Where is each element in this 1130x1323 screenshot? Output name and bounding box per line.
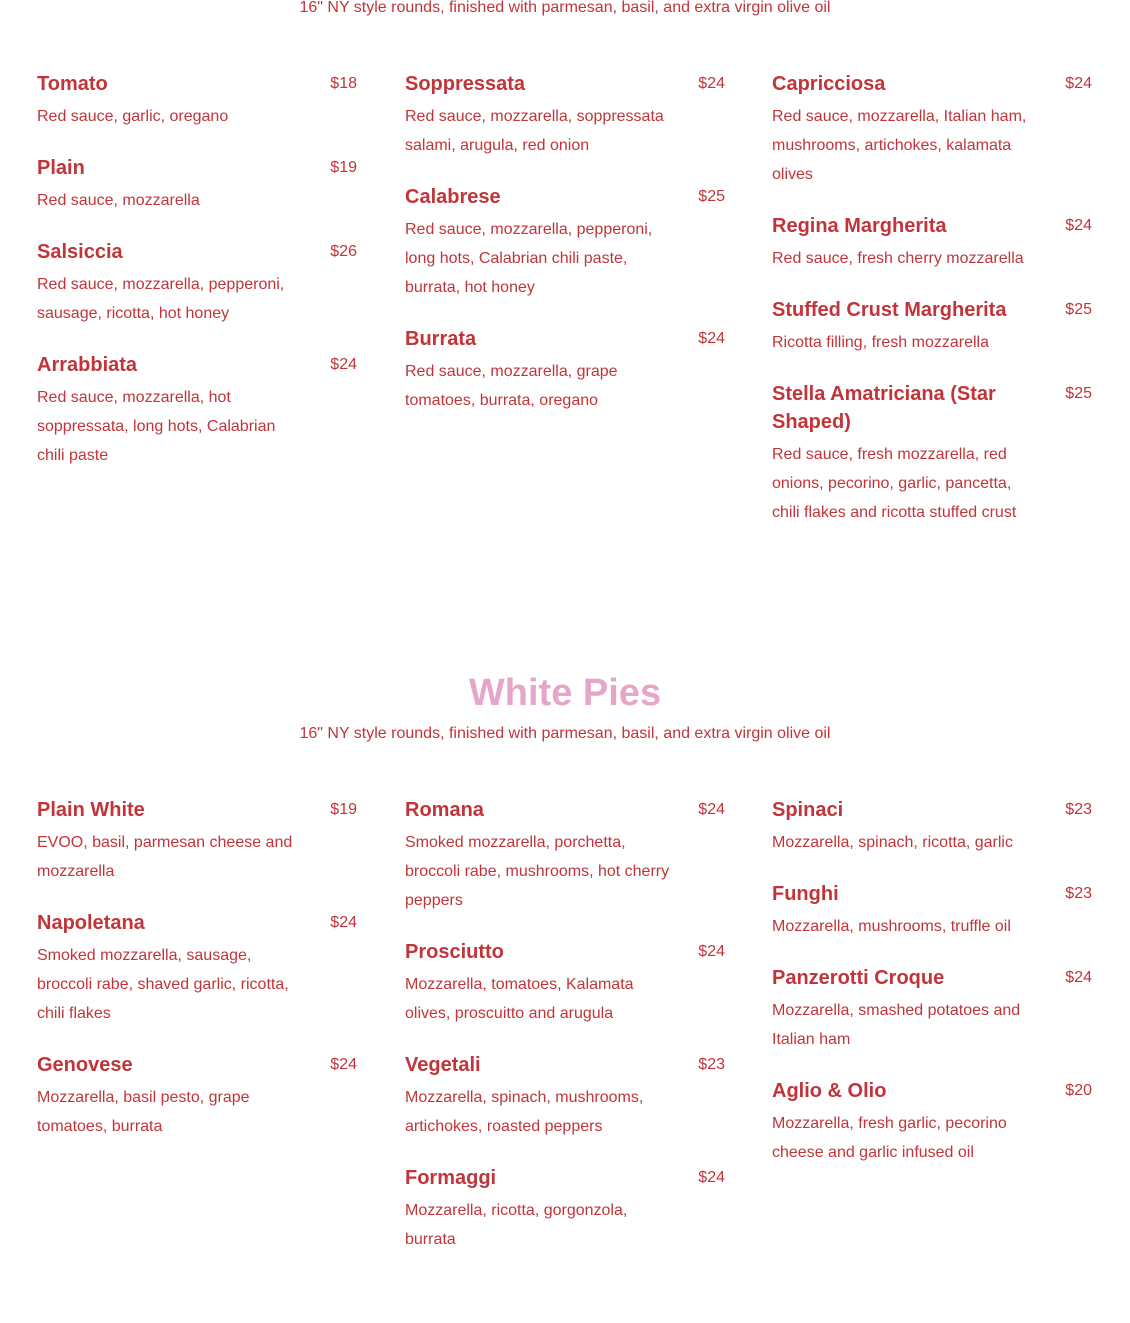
menu-item (772, 880, 1092, 941)
menu-item (37, 238, 357, 328)
menu-item-header (772, 964, 1092, 992)
menu-item-header (405, 938, 725, 966)
menu-item-description: Red sauce, fresh cherry mozzarella (772, 250, 1024, 267)
menu-item (405, 325, 725, 415)
menu-item-header (772, 1077, 1092, 1105)
menu-item-name: Tomato (37, 73, 108, 95)
menu-item-price: $24 (1065, 75, 1092, 92)
white-pies-column-2 (405, 796, 725, 1254)
menu-item-price: $24 (1065, 217, 1092, 234)
menu-item (405, 1164, 725, 1254)
menu-item-name: Arrabbiata (37, 354, 138, 376)
menu-item-name: Vegetali (405, 1054, 481, 1076)
menu-item-header (772, 380, 1092, 436)
menu-item-price: $24 (698, 75, 725, 92)
menu-item-description: Red sauce, mozzarella, Italian ham, mushrooms, artichokes, kalamata olives (772, 108, 1027, 183)
menu-item-description: Red sauce, mozzarella, pepperoni, long hots, Calabrian chili paste, burrata, hot honey (405, 221, 653, 296)
menu-item-header (405, 183, 725, 211)
menu-item-price: $25 (1065, 301, 1092, 318)
menu-item (405, 1051, 725, 1141)
menu-item-name: Prosciutto (405, 941, 504, 963)
menu-item (405, 938, 725, 1028)
menu-item-name: Regina Margherita (772, 215, 947, 237)
menu-item (37, 909, 357, 1028)
menu-item-description: Mozzarella, spinach, mushrooms, artichokes, roasted peppers (405, 1089, 644, 1135)
red-pies-column-3 (772, 70, 1092, 527)
menu-item-price: $24 (698, 1169, 725, 1186)
menu-item-header (37, 154, 357, 182)
menu-item-price: $23 (698, 1056, 725, 1073)
white-pies-subtitle: 16" NY style rounds, finished with parmesan, basil, and extra virgin olive oil (299, 725, 831, 742)
menu-item (405, 70, 725, 160)
menu-item (772, 212, 1092, 273)
menu-item-description: Mozzarella, ricotta, gorgonzola, burrata (405, 1202, 628, 1248)
menu-item-header (37, 796, 357, 824)
menu-item-price: $24 (698, 330, 725, 347)
menu-item-name: Genovese (37, 1054, 133, 1076)
menu-item-header (37, 238, 357, 266)
menu-item-description: Mozzarella, basil pesto, grape tomatoes, burrata (37, 1089, 250, 1135)
menu-item-header (772, 880, 1092, 908)
menu-item-description: Mozzarella, mushrooms, truffle oil (772, 918, 1011, 935)
menu-item-name: Stuffed Crust Margherita (772, 299, 1007, 321)
menu-item (405, 183, 725, 302)
menu-item (772, 964, 1092, 1054)
menu-item-header (37, 351, 357, 379)
menu-item-name: Romana (405, 799, 484, 821)
menu-item-price: $24 (698, 943, 725, 960)
menu-item-name: Spinaci (772, 799, 844, 821)
menu-item (772, 1077, 1092, 1167)
menu-item-name: Panzerotti Croque (772, 967, 945, 989)
menu-item-name: Plain (37, 157, 85, 179)
menu-item-price: $19 (330, 801, 357, 818)
menu-item-name: Aglio & Olio (772, 1080, 887, 1102)
menu-item-price: $24 (330, 914, 357, 931)
menu-item (405, 796, 725, 915)
menu-item-header (37, 1051, 357, 1079)
menu-item-header (405, 325, 725, 353)
menu-item-header (37, 70, 357, 98)
menu-item-price: $24 (1065, 969, 1092, 986)
menu-item (37, 154, 357, 215)
menu-item (37, 796, 357, 886)
menu-item-price: $19 (330, 159, 357, 176)
menu-item-header (405, 796, 725, 824)
menu-item-header (37, 909, 357, 937)
menu-item-description: EVOO, basil, parmesan cheese and mozzarella (37, 834, 293, 880)
menu-item-description: Red sauce, mozzarella (37, 192, 200, 209)
menu-item-header (772, 70, 1092, 98)
menu-item-price: $23 (1065, 801, 1092, 818)
menu-item-description: Smoked mozzarella, sausage, broccoli rabe, shaved garlic, ricotta, chili flakes (37, 947, 289, 1022)
menu-item-header (772, 296, 1092, 324)
menu-item-name: Calabrese (405, 186, 501, 208)
menu-item-price: $24 (698, 801, 725, 818)
menu-item-header (772, 796, 1092, 824)
menu-item-price: $25 (1065, 385, 1092, 402)
menu-item-price: $20 (1065, 1082, 1092, 1099)
menu-item-price: $25 (698, 188, 725, 205)
menu-item-description: Red sauce, mozzarella, hot soppressata, long hots, Calabrian chili paste (37, 389, 276, 464)
menu-item (772, 380, 1092, 527)
menu-item-name: Burrata (405, 328, 477, 350)
menu-item-description: Red sauce, fresh mozzarella, red onions, pecorino, garlic, pancetta, chili flakes and ricotta stuffed crust (772, 446, 1017, 521)
menu-item (772, 70, 1092, 189)
menu-item-name: Salsiccia (37, 241, 123, 263)
white-pies-column-1 (37, 796, 357, 1141)
menu-item-name: Capricciosa (772, 73, 886, 95)
menu-item-name: Funghi (772, 883, 839, 905)
menu-item-price: $18 (330, 75, 357, 92)
menu-item-description: Mozzarella, spinach, ricotta, garlic (772, 834, 1013, 851)
menu-item-header (405, 70, 725, 98)
menu-item-name: Soppressata (405, 73, 526, 95)
menu-item-price: $26 (330, 243, 357, 260)
menu-item-name: Stella Amatriciana (Star Shaped) (772, 383, 996, 433)
menu-item-description: Red sauce, mozzarella, soppressata salami, arugula, red onion (405, 108, 664, 154)
menu-item-description: Smoked mozzarella, porchetta, broccoli rabe, mushrooms, hot cherry peppers (405, 834, 670, 909)
menu-item-description: Mozzarella, fresh garlic, pecorino cheese and garlic infused oil (772, 1115, 1007, 1161)
menu-item-description: Red sauce, mozzarella, pepperoni, sausage, ricotta, hot honey (37, 276, 285, 322)
menu-item-name: Plain White (37, 799, 145, 821)
menu-item (772, 796, 1092, 857)
menu-item-description: Mozzarella, smashed potatoes and Italian ham (772, 1002, 1021, 1048)
white-pies-title: White Pies (468, 672, 662, 714)
menu-item-name: Formaggi (405, 1167, 497, 1189)
menu-item-header (772, 212, 1092, 240)
menu-item-header (405, 1164, 725, 1192)
menu-item-price: $23 (1065, 885, 1092, 902)
menu-item-price: $24 (330, 356, 357, 373)
menu-item-header (405, 1051, 725, 1079)
menu-item (37, 1051, 357, 1141)
menu-item (772, 296, 1092, 357)
menu-item-description: Red sauce, mozzarella, grape tomatoes, burrata, oregano (405, 363, 618, 409)
menu-item-name: Napoletana (37, 912, 145, 934)
red-pies-subtitle: 16" NY style rounds, finished with parmesan, basil, and extra virgin olive oil (299, 0, 831, 16)
menu-item (37, 351, 357, 470)
menu-item (37, 70, 357, 131)
white-pies-column-3 (772, 796, 1092, 1167)
menu-item-description: Mozzarella, tomatoes, Kalamata olives, proscuitto and arugula (405, 976, 634, 1022)
red-pies-column-2 (405, 70, 725, 415)
menu-item-price: $24 (330, 1056, 357, 1073)
red-pies-column-1 (37, 70, 357, 470)
menu-item-description: Ricotta filling, fresh mozzarella (772, 334, 989, 351)
menu-item-description: Red sauce, garlic, oregano (37, 108, 229, 125)
